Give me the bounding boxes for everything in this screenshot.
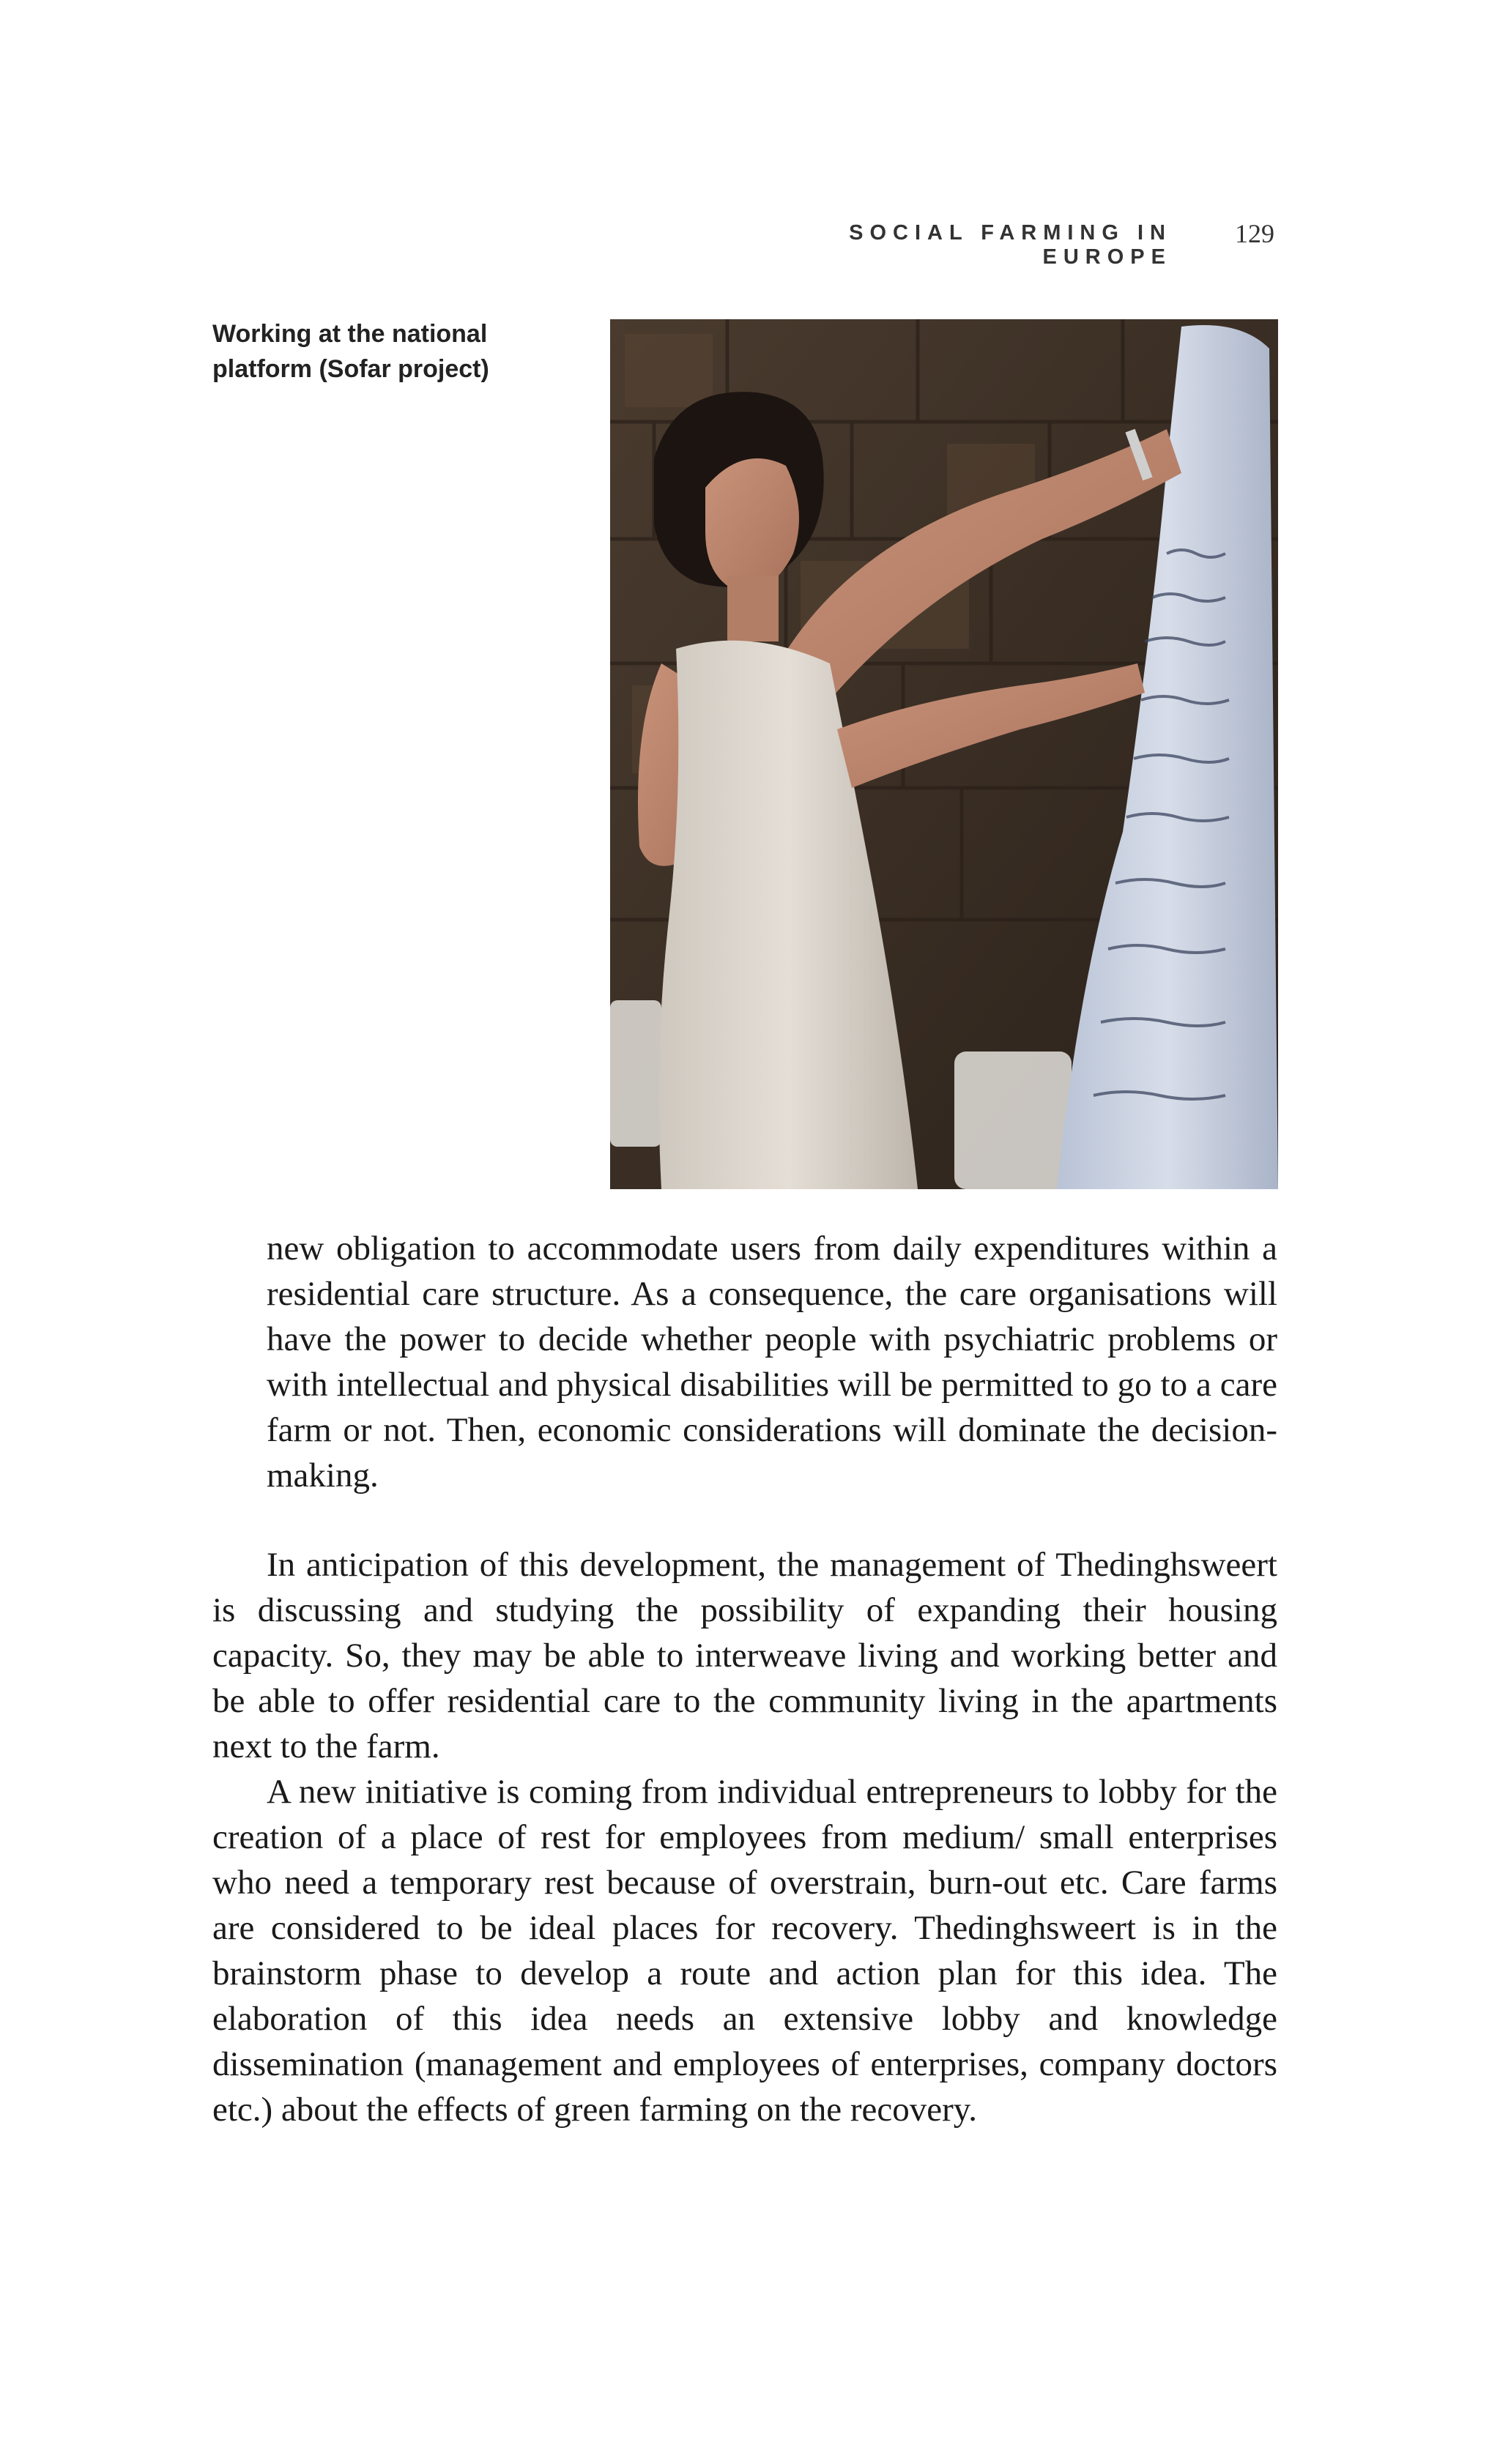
paragraph-2: In anticipation of this development, the management of Thedinghsweert is discussing and studying the possibility of expanding their housing capacity. So, they may be able to interweave living and working better and be able to offer residential care to the community living in the apartments next to the farm. [212, 1546, 1277, 1765]
paragraph-3: A new initiative is coming from individual entrepreneurs to lobby for the creation of a place of rest for employees from medium/ small enterprises who need a temporary rest because of overstrain, burn-out etc. Care farms are considered to be ideal places for recovery. Thedinghsweert is in the brainstorm phase to develop a route and action plan for this idea. The elaboration of this idea needs an extensive lobby and knowledge dissemination (management and employees of enterprises, company doctors etc.) about the effects of green farming on the recovery. [212, 1773, 1277, 2129]
figure-photo [610, 319, 1278, 1189]
page-number: 129 [1235, 219, 1274, 248]
running-head: SOCIAL FARMING IN EUROPE [849, 221, 1172, 269]
paragraph-1: new obligation to accommodate users from daily expenditures within a residential care structure. As a consequence, the care organisations will have the power to decide whether people with psychiatric problems or with intellectual and physical disabilities will be permitted to go to a care farm or not. Then, economic considerations will dominate the decision-making. [267, 1229, 1277, 1495]
paragraph-continued [267, 1226, 1277, 1498]
paragraph-block [212, 1542, 1277, 2132]
figure-caption: Working at the national platform (Sofar project) [212, 320, 489, 383]
